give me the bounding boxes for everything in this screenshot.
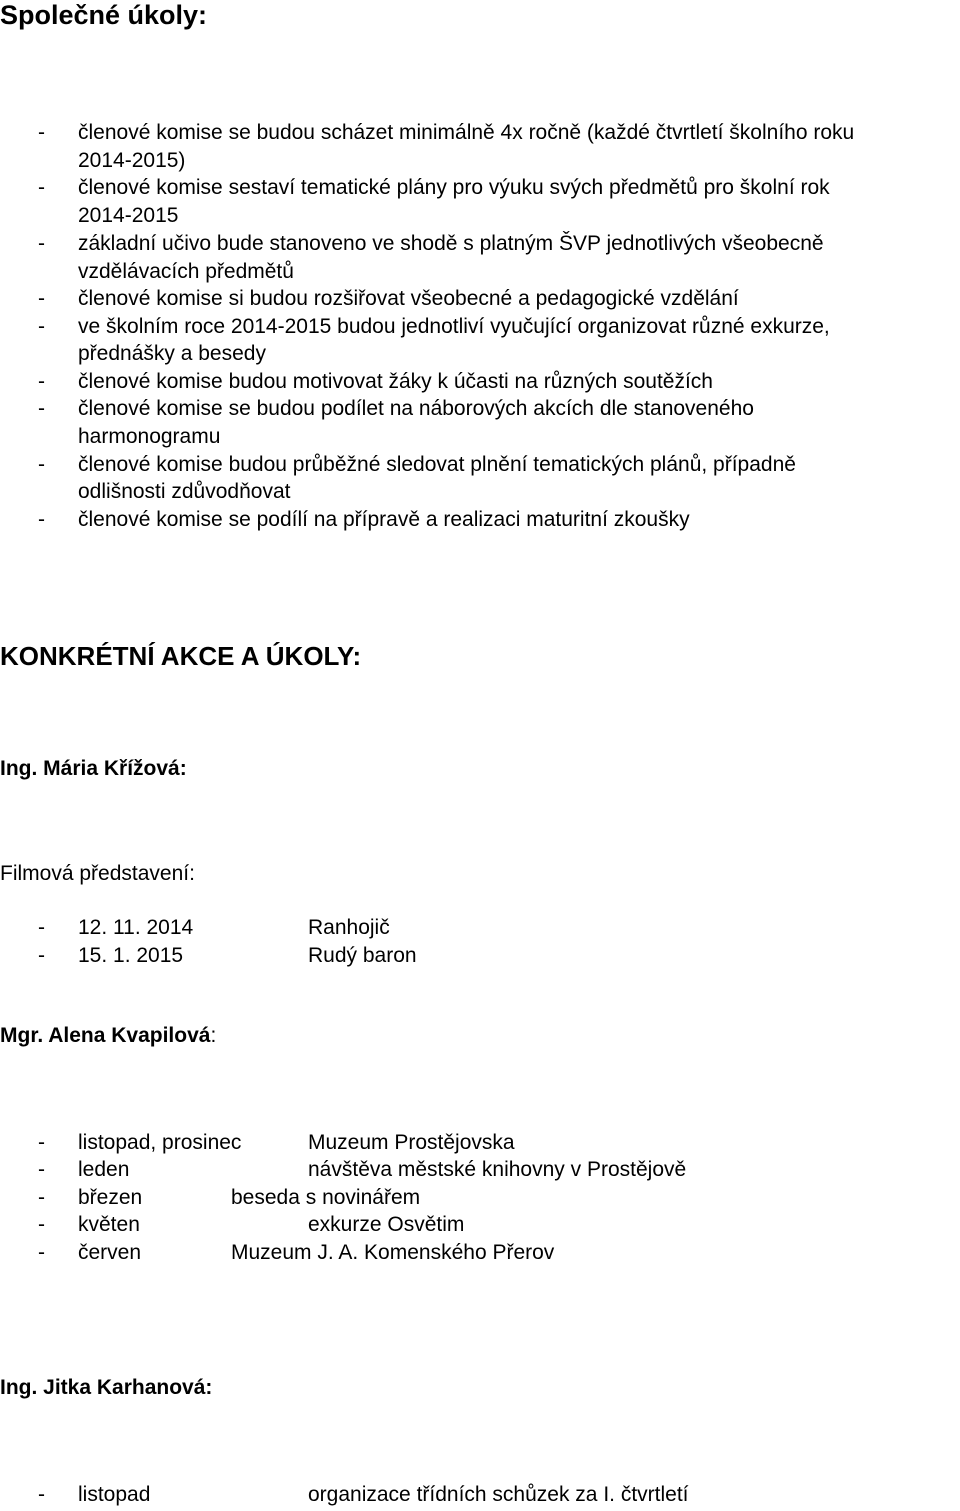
event-date: 12. 11. 2014 [78,916,194,939]
event-title: Ranhojič [308,916,390,939]
list-bullet: - [38,1213,45,1236]
event-title: exkurze Osvětim [308,1213,465,1236]
event-date: květen [78,1213,140,1236]
list-bullet: - [38,1158,45,1181]
list-item: členové komise si budou rozšiřovat všeobecné a pedagogické vzdělání [78,287,739,310]
list-item-continuation: přednášky a besedy [78,342,266,365]
list-item: základní učivo bude stanoveno ve shodě s platným ŠVP jednotlivých všeobecně [78,232,824,255]
list-bullet: - [38,176,45,199]
list-bullet: - [38,453,45,476]
list-bullet: - [38,1483,45,1506]
event-date: listopad, prosinec [78,1131,242,1154]
section-heading: KONKRÉTNÍ AKCE A ÚKOLY: [0,641,362,671]
list-item: členové komise sestaví tematické plány pro výuku svých předmětů pro školní rok [78,176,830,199]
list-bullet: - [38,1131,45,1154]
list-item: členové komise budou motivovat žáky k účasti na různých soutěžích [78,370,713,393]
event-title: Muzeum J. A. Komenského Přerov [231,1241,555,1264]
event-date: listopad [78,1483,151,1506]
list-bullet: - [38,1186,45,1209]
list-bullet: - [38,232,45,255]
list-bullet: - [38,1241,45,1264]
list-item: členové komise budou průběžné sledovat plnění tematických plánů, případně [78,453,796,476]
list-bullet: - [38,944,45,967]
list-item-continuation: harmonogramu [78,425,221,448]
person-heading [0,1022,216,1050]
person-heading: Ing. Mária Křížová: [0,757,187,780]
page-title: Společné úkoly: [0,0,208,30]
person-name-colon: : [210,1024,217,1047]
event-title: organizace třídních schůzek za I. čtvrtletí [308,1483,689,1506]
list-bullet: - [38,370,45,393]
event-date: leden [78,1158,130,1181]
list-item-continuation: vzdělávacích předmětů [78,260,294,283]
event-title: Muzeum Prostějovska [308,1131,515,1154]
list-item: členové komise se podílí na přípravě a realizaci maturitní zkoušky [78,508,690,531]
list-item-continuation: odlišnosti zdůvodňovat [78,480,291,503]
list-item: ve školním roce 2014-2015 budou jednotliví vyučující organizovat různé exkurze, [78,315,830,338]
person-name: Mgr. Alena Kvapilová [0,1024,211,1047]
list-item-continuation: 2014-2015) [78,149,186,172]
event-title: Rudý baron [308,944,417,967]
event-title: návštěva městské knihovny v Prostějově [308,1158,687,1181]
event-date: červen [78,1241,142,1264]
list-bullet: - [38,397,45,420]
list-bullet: - [38,508,45,531]
list-item: členové komise se budou podílet na náborových akcích dle stanoveného [78,397,754,420]
event-date: březen [78,1186,143,1209]
event-date: 15. 1. 2015 [78,944,184,967]
list-item-continuation: 2014-2015 [78,204,179,227]
person-subheading: Filmová představení: [0,862,195,885]
person-heading: Ing. Jitka Karhanová: [0,1376,213,1399]
list-item: členové komise se budou scházet minimálně 4x ročně (každé čtvrtletí školního roku [78,121,855,144]
list-bullet: - [38,315,45,338]
list-bullet: - [38,916,45,939]
list-bullet: - [38,287,45,310]
list-bullet: - [38,121,45,144]
event-title: beseda s novinářem [231,1186,421,1209]
